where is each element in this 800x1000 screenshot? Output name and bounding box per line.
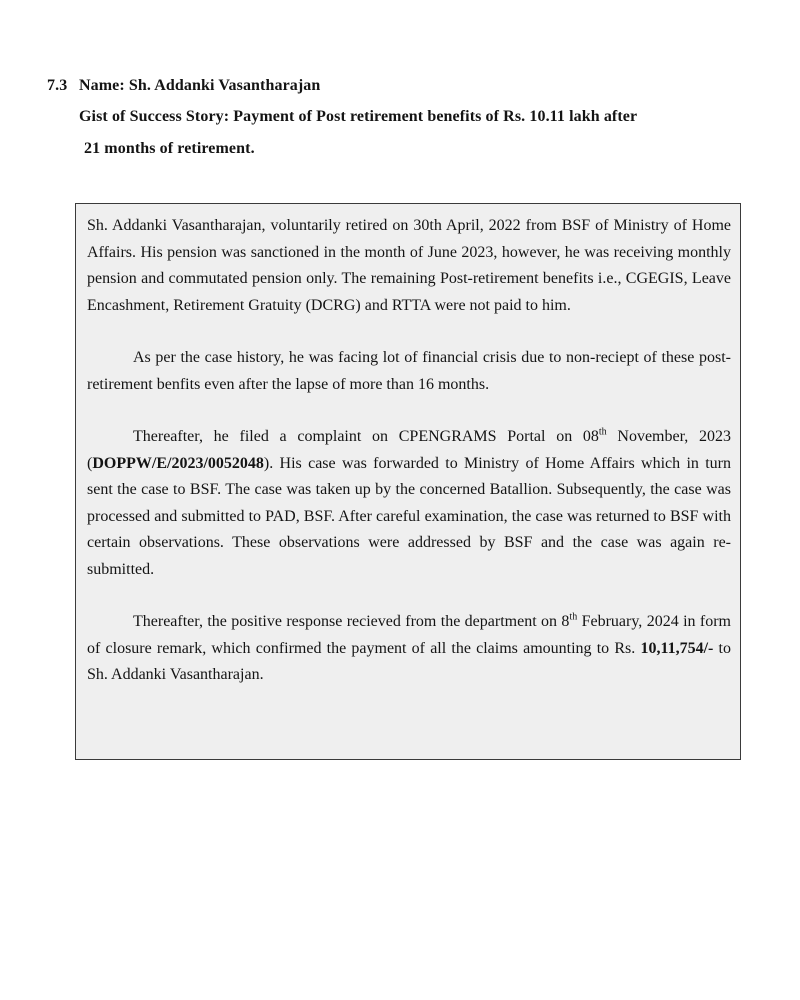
- grievance-id: DOPPW/E/2023/0052048: [92, 454, 264, 472]
- story-paragraph-2: As per the case history, he was facing lot of financial crisis due to non-reciept of these post-retirement benfits even after the lapse of more than 16 months.: [87, 349, 731, 393]
- paragraph-4-date-text: February, 2024 in form of closure remark, which confirmed the payment of all the claims amounting to Rs.: [87, 613, 732, 657]
- story-paragraph-4: [87, 609, 731, 689]
- paragraph-4-text-start: Thereafter, the positive response recieved from the department on 8: [133, 613, 570, 630]
- date-ordinal-suffix: th: [598, 426, 607, 438]
- story-paragraph-3: [87, 424, 731, 583]
- date-ordinal-suffix: th: [569, 611, 578, 623]
- story-gist-heading-continued: 21 months of retirement.: [84, 140, 255, 157]
- story-gist-heading: Gist of Success Story: Payment of Post retirement benefits of Rs. 10.11 lakh after: [79, 108, 638, 125]
- paragraph-3-text-start: Thereafter, he filed a complaint on CPENGRAMS Portal on 08: [133, 428, 599, 445]
- paragraph-3-text-rest: ). His case was forwarded to Ministry of Home Affairs which in turn sent the case to BSF. The case was taken up by the concerned Batallion. Subsequently, the case was processed and submitted to PAD, BSF. After careful examination, the case was returned to BSF with certain observations. These observations were addressed by BSF and the case was again re-submitted.: [87, 454, 731, 578]
- payment-amount: 10,11,754/-: [640, 639, 714, 657]
- story-name-heading: Name: Sh. Addanki Vasantharajan: [79, 77, 321, 94]
- section-number: 7.3: [47, 77, 68, 94]
- story-paragraph-1: Sh. Addanki Vasantharajan, voluntarily retired on 30th April, 2022 from BSF of Ministry of Home Affairs. His pension was sanctioned in the month of June 2023, however, he was receiving monthly pension and commutated pension only. The remaining Post-retirement benefits i.e., CGEGIS, Leave Encashment, Retirement Gratuity (DCRG) and RTTA were not paid to him.: [87, 217, 731, 314]
- paragraph-3-date-text: November, 2023 (: [87, 428, 732, 472]
- paragraph-4-text-rest: to Sh. Addanki Vasantharajan.: [87, 639, 731, 683]
- success-story-box: [75, 203, 741, 760]
